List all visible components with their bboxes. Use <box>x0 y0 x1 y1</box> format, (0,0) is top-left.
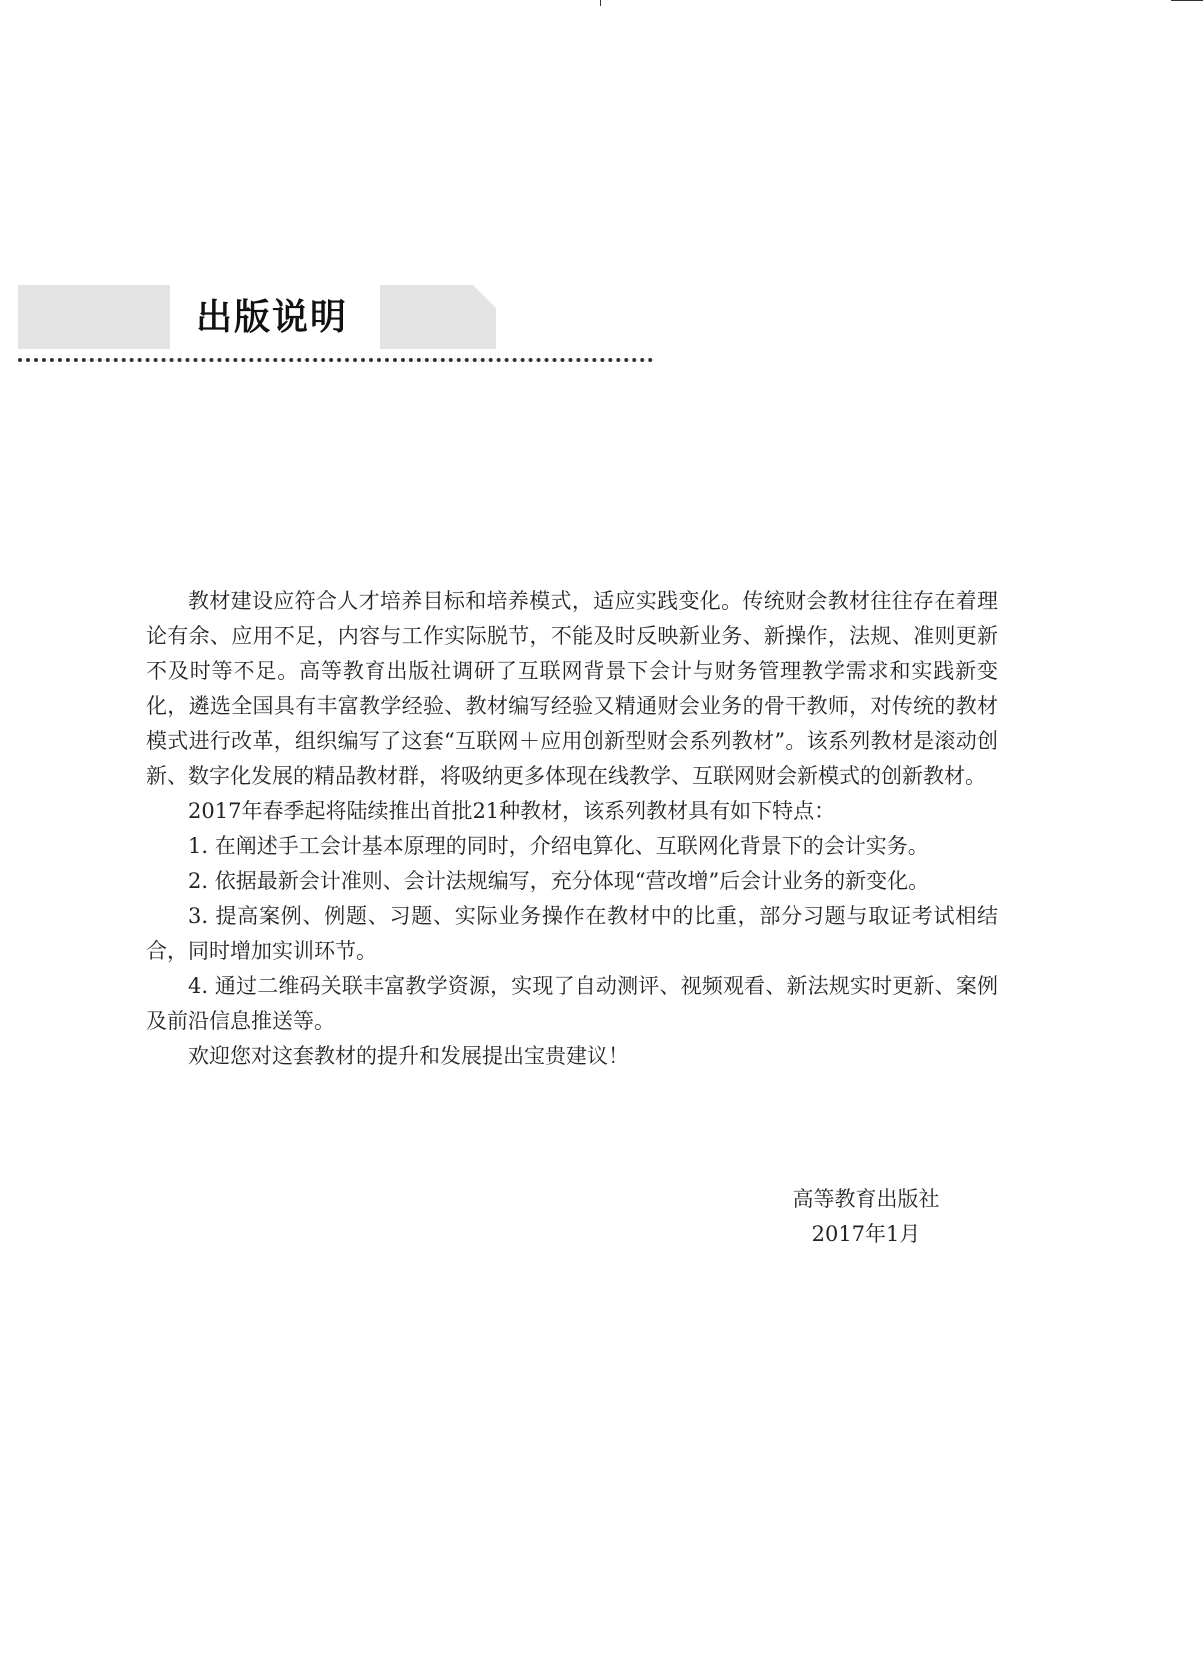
page-title: 出版说明 <box>196 296 349 338</box>
feature-item-1: 1. 在阐述手工会计基本原理的同时，介绍电算化、互联网化背景下的会计实务。 <box>188 834 929 858</box>
closing-paragraph: 欢迎您对这套教材的提升和发展提出宝贵建议！ <box>188 1044 629 1068</box>
title-banner <box>18 285 498 349</box>
dotted-divider <box>18 358 653 362</box>
feature-item-2: 2. 依据最新会计准则、会计法规编写，充分体现“营改增”后会计业务的新变化。 <box>188 869 930 893</box>
publisher-name: 高等教育出版社 <box>792 1187 940 1211</box>
banner-block-right <box>380 285 496 349</box>
crop-mark <box>600 0 601 6</box>
crop-mark <box>1171 0 1203 1</box>
feature-item-4: 4. 通过二维码关联丰富教学资源，实现了自动测评、视频观看、新法规实时更新、案例及前沿信息推送等。 <box>146 974 998 1033</box>
series-paragraph: 2017年春季起将陆续推出首批21种教材，该系列教材具有如下特点： <box>188 799 836 823</box>
body-text <box>146 584 998 1074</box>
feature-item-3: 3. 提高案例、例题、习题、实际业务操作在教材中的比重，部分习题与取证考试相结合，同时增加实训环节。 <box>146 904 998 963</box>
publish-date: 2017年1月 <box>811 1222 921 1246</box>
banner-block-left <box>18 285 170 349</box>
intro-paragraph: 教材建设应符合人才培养目标和培养模式，适应实践变化。传统财会教材往往存在着理论有余、应用不足，内容与工作实际脱节，不能及时反映新业务、新操作，法规、准则更新不及时等不足。高等教育出版社调研了互联网背景下会计与财务管理教学需求和实践新变化，遴选全国具有丰富教学经验、教材编写经验又精通财会业务的骨干教师，对传统的教材模式进行改革，组织编写了这套“互联网＋应用创新型财会系列教材”。该系列教材是滚动创新、数字化发展的精品教材群，将吸纳更多体现在线教学、互联网财会新模式的创新教材。 <box>146 589 998 788</box>
signature-block <box>786 1182 946 1252</box>
